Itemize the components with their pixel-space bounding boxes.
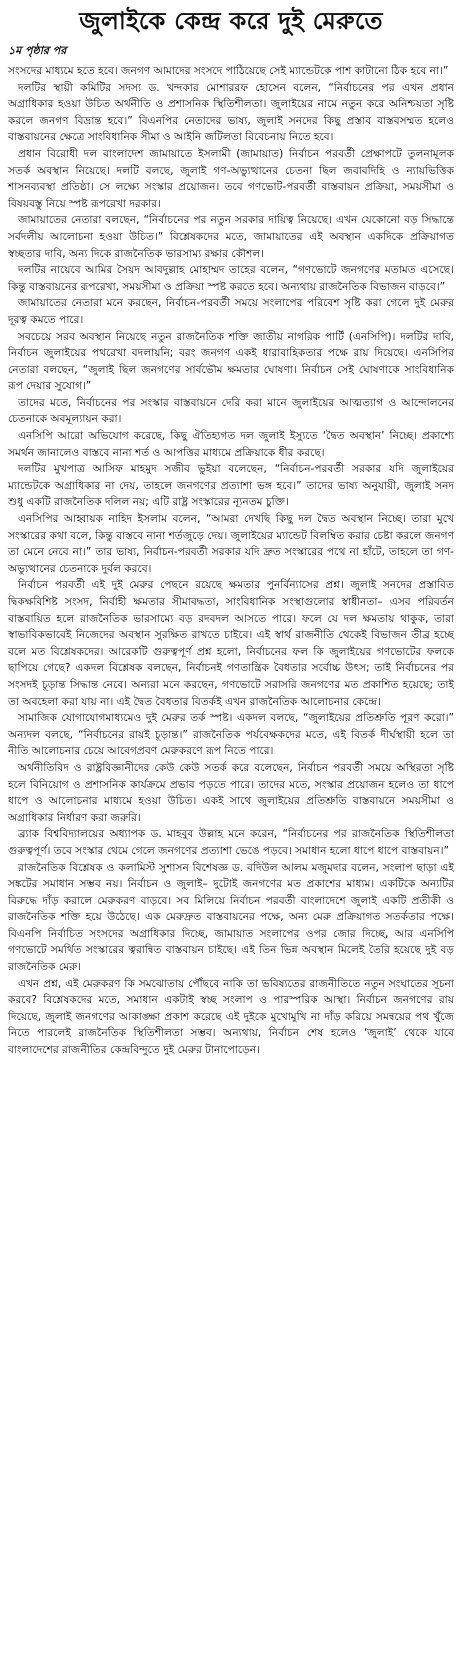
article-paragraph: নির্বাচন পরবর্তী এই দুই মেরুর পেছনে রয়েছে ক্ষমতার পুনর্বিন্যাসের প্রশ্ন। জুলাই সনদের প্রস্তাবিত দ্বিকক্ষবিশিষ্ট সংসদ, নির্বাহী ক্ষমতার সীমাবদ্ধতা, সাংবিধানিক সংস্থাগুলোর স্বাধীনতা– এসব পরিবর্তন বাস্তবায়িত হলে রাজনৈতিক ভারসাম্যে বড় রদবদল আসতে পারে। ফলে যে দল ক্ষমতায় থাকুক, তারা স্বাভাবিকভাবেই নিজেদের অবস্থান সুরক্ষিত রাখতে চাইবে। এই স্বার্থ রাজনীতি থেকেই বিভাজন তীব্র হচ্ছে বলে মত বিশ্লেষকদের। আরেকটি গুরুত্বপূর্ণ প্রশ্ন হলো, নির্বাচনের ফল কি জুলাইয়ের গণভোটের ফলকে ছাপিয়ে গেছে? একদল বিশ্লেষক বলছেন, নির্বাচনই গণতান্ত্রিক বৈধতার সর্বোচ্চ উৎস; তাই নির্বাচনের পর সংসদই চূড়ান্ত সিদ্ধান্ত নেবে। অন্যরা মনে করছেন, গণভোটে সরাসরি জনগণের মত প্রকাশিত হয়েছে; তাই তা অবহেলা করা যায় না। এই দ্বৈত বৈধতার বিতর্কই এখন রাজনৈতিক আলোচনার কেন্দ্রে। — [8, 579, 454, 708]
article-paragraph: জামায়াতের নেতারা মনে করছেন, নির্বাচন-পরবর্তী সময়ে সংলাপের পরিবেশ সৃষ্টি করা গেলে দুই মেরুর দূরত্ব কমতে পারে। — [8, 297, 454, 326]
article-paragraph: দলটির স্থায়ী কমিটির সদস্য ড. খন্দকার মোশাররফ হোসেন বলেন, “নির্বাচনের পর এখন প্রধান অগ্রাধিকার হওয়া উচিত অর্থনীতি ও প্রশাসনিক স্থিতিশীলতা। জুলাইয়ের নামে নতুন করে অনিশ্চয়তা সৃষ্টি করলে জনগণ বিভ্রান্ত হবে।” বিএনপির নেতাদের ভাষ্য, জুলাই সনদের কিছু প্রস্তাব বাস্তবসম্মত হলেও বাস্তবায়নের ক্ষেত্রে সাংবিধানিক সীমা ও আইনি জটিলতা বিবেচনায় নিতে হবে। — [8, 81, 454, 144]
continued-from-page-label: ১ম পৃষ্ঠার পর — [8, 44, 67, 57]
article-paragraph: এনসিপির আহ্বায়ক নাহিদ ইসলাম বলেন, “আমরা দেখছি কিছু দল দ্বৈত অবস্থান নিচ্ছে। তারা মুখে সংস্কারের কথা বলে, কিন্তু বাস্তবে নানা শর্তজুড়ে দেয়। জুলাইয়ের ম্যান্ডেট বিলম্বিত করার চেষ্টা করলে জনগণ তা মেনে নেবে না।” তার ভাষ্য, নির্বাচন-পরবর্তী সরকার যদি দ্রুত সংস্কারের পথে না হাঁটে, তাহলে তা গণ-অভ্যুত্থানের চেতনাকে দুর্বল করবে। — [8, 513, 454, 575]
article-paragraph: সামাজিক যোগাযোগমাধ্যমেও দুই মেরুর তর্ক স্পষ্ট। একদল বলছে, “জুলাইয়ের প্রতিশ্রুতি পূরণ করো।” অন্যদল বলছে, “নির্বাচনের রায়ই চূড়ান্ত।” রাজনৈতিক পর্যবেক্ষকদের মতে, এই বিতর্ক দীর্ঘস্থায়ী হলে তা নীতি আলোচনার চেয়ে আবেগপ্রবণ মেরুকরণে রূপ নিতে পারে। — [8, 712, 454, 758]
article-paragraph: জামায়াতের নেতারা বলছেন, “নির্বাচনের পর নতুন সরকার দায়িত্ব নিয়েছে। এখন যেকোনো বড় সিদ্ধান্তে সর্বদলীয় আলোচনা হওয়া উচিত।” বিশ্লেষকদের মতে, জামায়াতের এই অবস্থান একদিকে প্রক্রিয়াগত স্বচ্ছতার দাবি, অন্য দিকে রাজনৈতিক ভারসাম্য রক্ষার কৌশল। — [8, 214, 454, 260]
article-paragraph: এখন প্রশ্ন, এই মেরুকরণ কি সমঝোতায় পৌঁছবে নাকি তা ভবিষ্যতের রাজনীতিতে নতুন সংঘাতের সূচনা করবে? বিশ্লেষকদের মতে, সমাধান একটাই স্বচ্ছ সংলাপ ও পারস্পরিক আস্থা। নির্বাচন জনগণের রায় দিয়েছে, জুলাই জনগণের আকাঙ্ক্ষা প্রকাশ করেছে এই দুইকে মুখোমুখি না দাঁড় করিয়ে সমন্বয়ের পথ খুঁজে নিতে পারলেই রাজনৈতিক স্থিতিশীলতা সম্ভব। অন্যথায়, নির্বাচন শেষ হলেও ‘জুলাই’ থেকে যাবে বাংলাদেশের রাজনীতির কেন্দ্রবিন্দুতে দুই মেরুর টানাপোড়েন। — [8, 977, 454, 1057]
article-paragraph: দলটির মুখপাত্র আসিফ মাহমুদ সজীব ভুইয়া বলেছেন, “নির্বাচন-পরবর্তী সরকার যদি জুলাইয়ের ম্যান্ডেটকে অগ্রাধিকার না দেয়, তাহলে জনগণের প্রত্যাশা ভঙ্গ হবে।” তাদের ভাষ্য অনুযায়ী, জুলাই সনদ শুধু একটি রাজনৈতিক দলিল নয়; এটি রাষ্ট্র সংস্কারের ন্যূনতম চুক্তি। — [8, 463, 454, 509]
article-paragraph: দলটির নায়েবে আমির সৈয়দ আবদুল্লাহ মোহাম্মদ তাহের বলেন, “গণভোটে জনগণের মতামত এসেছে। কিন্তু বাস্তবায়নের রূপরেখা, সময়সীমা ও প্রক্রিয়া স্পষ্ট করতে হবে। অন্যথায় রাজনৈতিক বিভাজন বাড়বে।” — [8, 264, 454, 293]
article-paragraph: এনসিপি আরো অভিযোগ করেছে, কিছু ঐতিহ্যগত দল জুলাই ইস্যুতে ‘দ্বৈত অবস্থান’ নিচ্ছে। প্রকাশ্যে সমর্থন জানালেও বাস্তবে নানা শর্ত ও আপত্তির মাধ্যমে প্রক্রিয়াকে ধীর করছে। — [8, 430, 454, 459]
article-paragraph: প্রধান বিরোধী দল বাংলাদেশ জামায়াতে ইসলামী (জামায়াত) নির্বাচন পরবর্তী প্রেক্ষাপটে তুলনামূলক সতর্ক অবস্থান নিয়েছে। দলটি বলছে, জুলাই গণ-অভ্যুত্থানের চেতনা ছিল জবাবদিহি ও ন্যায়ভিত্তিক শাসনব্যবস্থা প্রতিষ্ঠা। সে লক্ষ্যে সংস্কার প্রয়োজন। তবে গণভোট-পরবর্তী বাস্তবায়ন প্রক্রিয়া, সময়সীমা ও বিষয়বস্তু নিয়ে স্পষ্ট রূপরেখা দরকার। — [8, 147, 454, 210]
article-paragraph: অর্থনীতিবিদ ও রাষ্ট্রবিজ্ঞানীদের কেউ কেউ সতর্ক করে বলেছেন, নির্বাচন পরবর্তী সময়ে অস্থিরতা সৃষ্টি হলে বিনিয়োগ ও প্রশাসনিক কার্যক্রমে প্রভাব পড়তে পারে। তাদের মতে, সংস্কার প্রয়োজন হলেও তা ধাপে ধাপে ও আলোচনার মাধ্যমে হওয়া উচিত। একই সাথে জুলাইয়ের প্রতিশ্রুতি বাস্তবায়নে সময়সীমা ও অগ্রাধিকার নির্ধারণ করা জরুরি। — [8, 761, 454, 824]
article-paragraph: রাজনৈতিক বিশ্লেষক ও কলামিস্ট সুশাসন বিশেষজ্ঞ ড. বদিউল আলম মজুমদার বলেন, সংলাপ ছাড়া এই সঙ্কটের সমাধান সম্ভব নয়। নির্বাচন ও জুলাই– দুটোই জনগণের মত প্রকাশের মাধ্যম। একটিকে অন্যটির বিরুদ্ধে দাঁড় করালে মেরুকরণ বাড়বে। সব মিলিয়ে নির্বাচন পরবর্তী বাংলাদেশে জুলাই একটি প্রতীকী ও রাজনৈতিক শক্তি হয়ে উঠেছে। এক মেরুদ্রুত বাস্তবায়নের পক্ষে, অন্য মেরু প্রক্রিয়াগত সতর্কতার পক্ষে। বিএনপি নির্বাচিত সংসদের অগ্রাধিকার দিচ্ছে, জামায়াত সংলাপের ওপর জোর দিচ্ছে, আর এনসিপি গণভোটে সমর্থিত সংস্কারের ত্বরান্বিত বাস্তবায়ন চাইছে। এই তিন ভিন্ন অবস্থান মিলেই তৈরি হয়েছে দুই বড় রাজনৈতিক মেরু। — [8, 861, 454, 974]
article-paragraph: সবচেয়ে সরব অবস্থান নিয়েছে নতুন রাজনৈতিক শক্তি জাতীয় নাগরিক পার্টি (এনসিপি)। দলটির দাবি, নির্বাচন জুলাইয়ের পথরেখা বদলায়নি; বরং জনগণ একই ধারাবাহিকতার পক্ষে রায় দিয়েছে। এনসিপির নেতারা বলছেন, “জুলাই ছিল জনগণের সার্বভৌম ক্ষমতার ঘোষণা। নির্বাচন সেই ঘোষণাকে সাংবিধানিক রূপ দেয়ার সুযোগ।” — [8, 330, 454, 393]
article-headline: জুলাইকে কেন্দ্র করে দুই মেরুতে — [79, 7, 383, 35]
article-paragraph: তাদের মতে, নির্বাচনের পর সংস্কার বাস্তবায়নে দেরি করা মানে জুলাইয়ের আত্মত্যাগ ও আন্দোলনের চেতনাকে অবমূল্যায়ন করা। — [8, 396, 454, 426]
article-paragraph: সংসদের মাধ্যমে হতে হবে। জনগণ আমাদের সংসদে পাঠিয়েছে সেই ম্যান্ডেটকে পাশ কাটানো ঠিক হবে না।” — [8, 65, 449, 77]
article-paragraph: ব্র্যাক বিশ্ববিদ্যালয়ের অধ্যাপক ড. মাহবুব উল্লাহ মনে করেন, “নির্বাচনের পর রাজনৈতিক স্থিতিশীলতা গুরুত্বপূর্ণ। তবে সংস্কার থেমে গেলে জনগণের প্রত্যাশা ভেঙে পড়বে। সমাধান হলো ধাপে ধাপে বাস্তবায়ন।” — [8, 828, 454, 857]
